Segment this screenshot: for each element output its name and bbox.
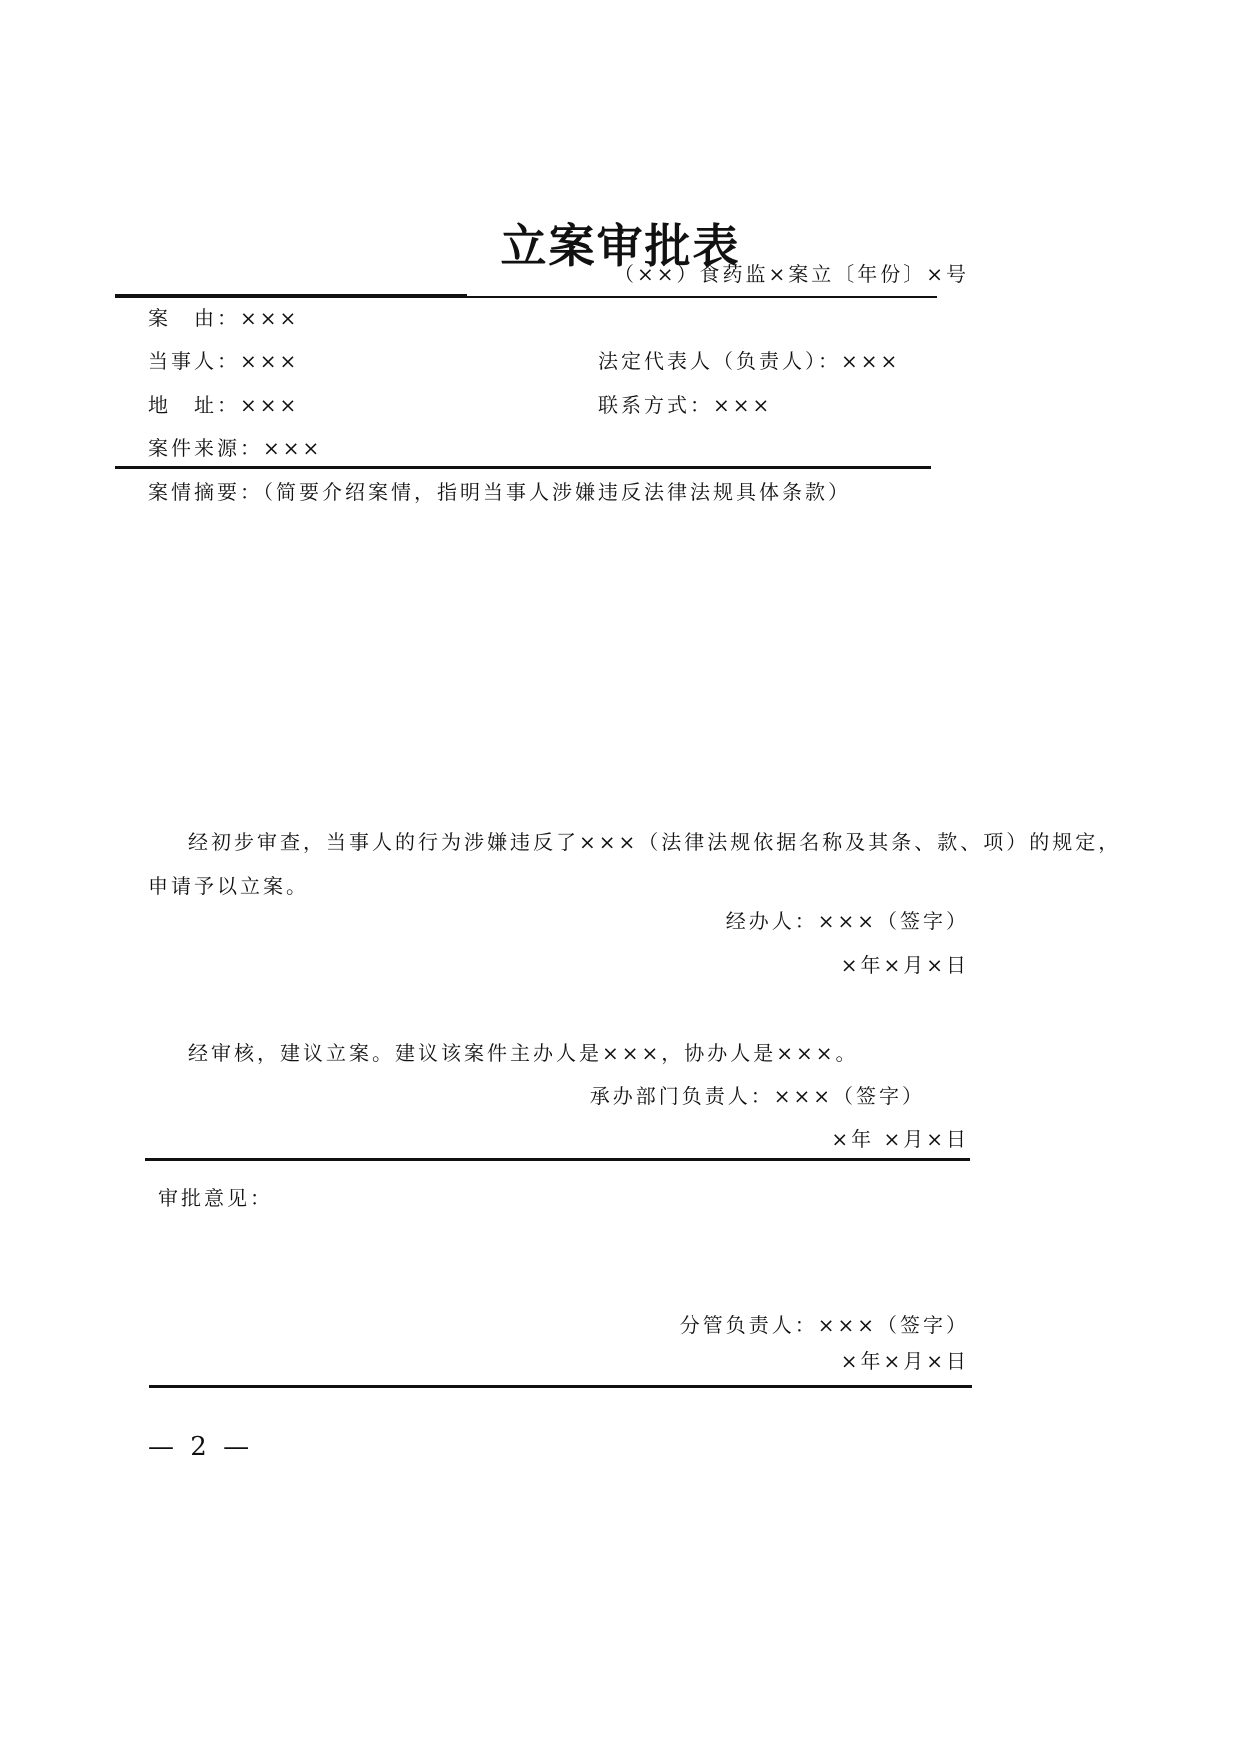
review-text-line1: 经初步审查，当事人的行为涉嫌违反了×××（法律法规依据名称及其条、款、项）的规定， <box>188 830 1122 854</box>
bottom-divider <box>149 1385 972 1388</box>
case-summary-label: 案情摘要：（简要介绍案情，指明当事人涉嫌违反法律法规具体条款） <box>148 480 851 504</box>
leader-date: ×年×月×日 <box>840 1349 969 1373</box>
address-value: ××× <box>240 393 300 417</box>
approval-label: 审批意见： <box>158 1186 273 1210</box>
party-value: ××× <box>240 349 300 373</box>
legal-rep-field <box>598 349 900 373</box>
document-title: 立案审批表 <box>500 219 741 273</box>
review-text-line2: 申请予以立案。 <box>148 874 309 898</box>
source-label: 案件来源： <box>148 436 263 460</box>
dept-head-date: ×年 ×月×日 <box>831 1127 969 1151</box>
cause-field <box>148 306 299 330</box>
top-divider-accent <box>115 294 467 298</box>
recommendation-divider <box>145 1158 970 1161</box>
leader-signature: 分管负责人：×××（签字） <box>679 1313 969 1337</box>
address-label: 地 址： <box>148 393 240 417</box>
contact-value: ××× <box>713 393 773 417</box>
handler-date: ×年×月×日 <box>840 953 969 977</box>
source-field <box>148 436 322 460</box>
address-field <box>148 393 299 417</box>
party-field <box>148 349 299 373</box>
legal-rep-value: ××× <box>841 349 901 373</box>
page-number: — 2 — <box>148 1432 254 1462</box>
dept-head-signature: 承办部门负责人：×××（签字） <box>589 1084 925 1108</box>
document-number: （××）食药监×案立〔年份〕×号 <box>613 262 969 286</box>
fields-divider <box>115 466 931 469</box>
source-value: ××× <box>263 436 323 460</box>
legal-rep-label: 法定代表人（负责人）： <box>598 349 841 373</box>
recommendation-text: 经审核，建议立案。建议该案件主办人是×××，协办人是×××。 <box>188 1041 859 1065</box>
handler-signature: 经办人：×××（签字） <box>725 909 969 933</box>
contact-field <box>598 393 772 417</box>
party-label: 当事人： <box>148 349 240 373</box>
cause-value: ××× <box>240 306 300 330</box>
contact-label: 联系方式： <box>598 393 713 417</box>
cause-label: 案 由： <box>148 306 240 330</box>
